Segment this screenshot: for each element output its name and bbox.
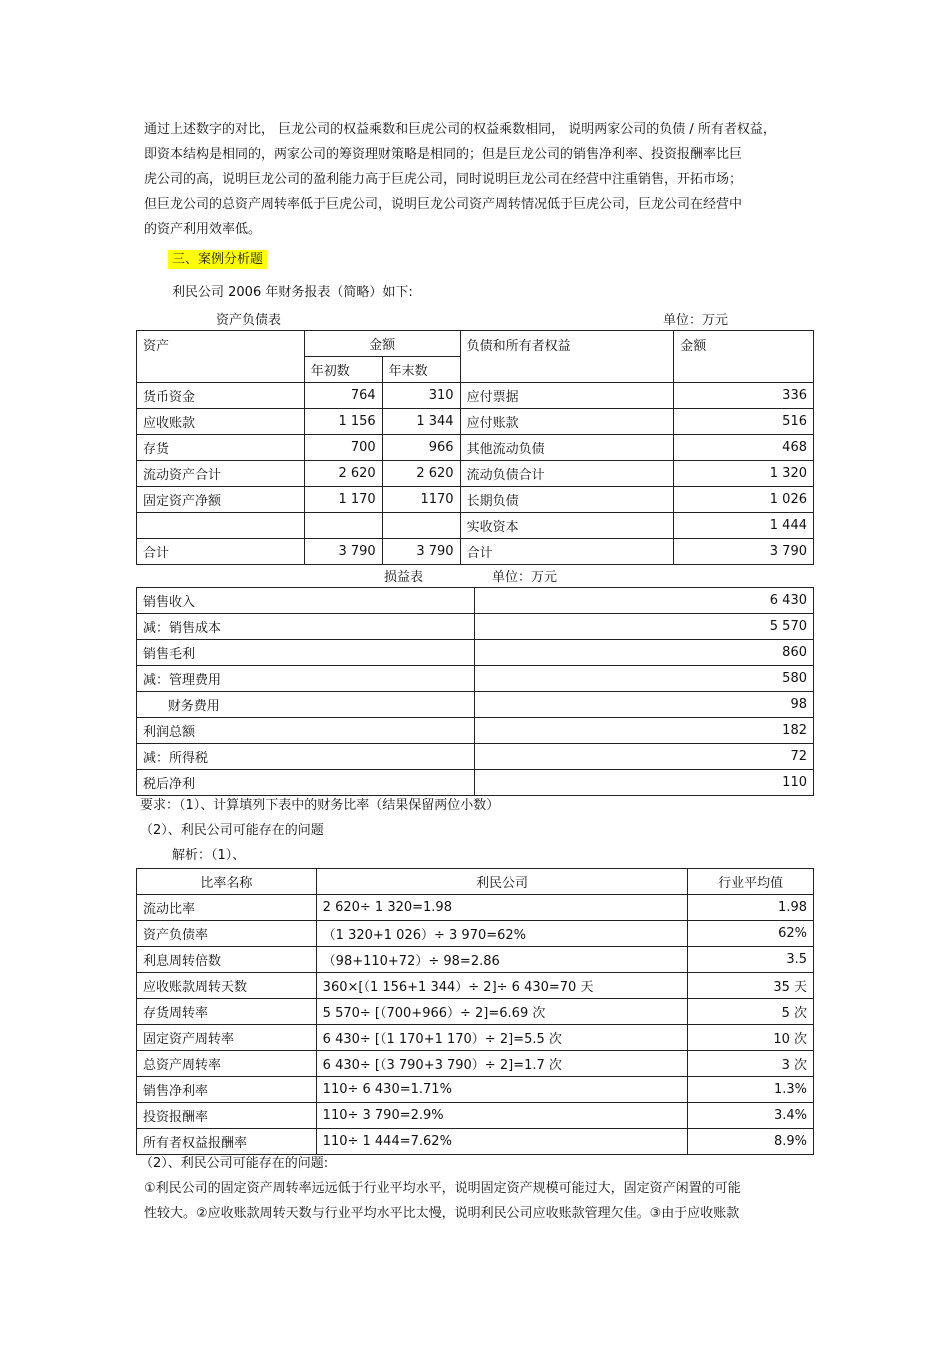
problems-line-2: 性较大。②应收账款周转天数与行业平均水平比太慢，说明利民公司应收账款管理欠佳。③由于应收账款: [144, 1206, 740, 1221]
liab-amount: 1 026: [674, 487, 814, 513]
ratio-company: （98+110+72）÷ 98=2.86: [316, 947, 688, 973]
header-year-end: 年末数: [382, 357, 460, 383]
asset-end: 1170: [382, 487, 460, 513]
ratio-name: 所有者权益报酬率: [137, 1129, 317, 1155]
table-row: [137, 718, 814, 744]
liab-name: 实收资本: [460, 513, 674, 539]
intro-line-5: 的资产利用效率低。: [144, 222, 262, 237]
ratio-industry: 1.3%: [688, 1077, 814, 1103]
liab-name: 流动负债合计: [460, 461, 674, 487]
income-item: 减：所得税: [137, 744, 475, 770]
section-heading-text: 三、案例分析题: [168, 250, 267, 269]
table-row: [137, 513, 814, 539]
ratio-name: 应收账款周转天数: [137, 973, 317, 999]
asset-name: 流动资产合计: [137, 461, 305, 487]
ratio-company: 6 430÷ [（3 790+3 790）÷ 2]=1.7 次: [316, 1051, 688, 1077]
table-row: [137, 487, 814, 513]
table-row: [137, 692, 814, 718]
header-liab: 负债和所有者权益: [460, 331, 674, 383]
ratio-company: 6 430÷ [（1 170+1 170）÷ 2]=5.5 次: [316, 1025, 688, 1051]
asset-start: 1 170: [304, 487, 382, 513]
table-row: [137, 666, 814, 692]
asset-start: 764: [304, 383, 382, 409]
table-row: [137, 973, 814, 999]
asset-name: 合计: [137, 539, 305, 565]
header-year-start: 年初数: [304, 357, 382, 383]
ratio-name: 销售净利率: [137, 1077, 317, 1103]
header-amount: 金额: [304, 331, 460, 357]
income-item: 销售毛利: [137, 640, 475, 666]
income-item: 销售收入: [137, 588, 475, 614]
table-row: [137, 921, 814, 947]
liab-amount: 1 320: [674, 461, 814, 487]
ratio-company: 110÷ 1 444=7.62%: [316, 1129, 688, 1155]
ratio-industry: 1.98: [688, 895, 814, 921]
ratio-company: 5 570÷ [（700+966）÷ 2]=6.69 次: [316, 999, 688, 1025]
ratio-name: 存货周转率: [137, 999, 317, 1025]
income-value: 72: [474, 744, 813, 770]
header-ratio-name: 比率名称: [137, 869, 317, 895]
asset-name: 应收账款: [137, 409, 305, 435]
table-row: [137, 461, 814, 487]
intro-line-3: 虎公司的高，说明巨龙公司的盈利能力高于巨虎公司，同时说明巨龙公司在经营中注重销售，开拓市场；: [144, 172, 743, 187]
table-row: [137, 640, 814, 666]
requirement-2: （2）、利民公司可能存在的问题: [140, 823, 324, 838]
liab-name: 应付账款: [460, 409, 674, 435]
asset-start: 700: [304, 435, 382, 461]
ratio-company: 110÷ 3 790=2.9%: [316, 1103, 688, 1129]
ratio-industry: 8.9%: [688, 1129, 814, 1155]
case-intro: 利民公司 2006 年财务报表（简略）如下:: [172, 285, 413, 300]
income-value: 860: [474, 640, 813, 666]
ratio-company: 110÷ 6 430=1.71%: [316, 1077, 688, 1103]
liab-amount: 336: [674, 383, 814, 409]
income-statement-title: 损益表: [384, 570, 424, 585]
header-amount2: 金额: [674, 331, 814, 383]
ratio-industry: 3.5: [688, 947, 814, 973]
asset-name: 货币资金: [137, 383, 305, 409]
asset-start: 3 790: [304, 539, 382, 565]
asset-name: [137, 513, 305, 539]
asset-end: [382, 513, 460, 539]
liab-amount: 1 444: [674, 513, 814, 539]
ratio-company: 2 620÷ 1 320=1.98: [316, 895, 688, 921]
income-value: 182: [474, 718, 813, 744]
ratio-table: [136, 868, 814, 1155]
asset-name: 存货: [137, 435, 305, 461]
balance-sheet-table: [136, 330, 814, 565]
ratio-company: 360×[（1 156+1 344）÷ 2]÷ 6 430=70 天: [316, 973, 688, 999]
ratio-name: 利息周转倍数: [137, 947, 317, 973]
ratio-industry: 5 次: [688, 999, 814, 1025]
liab-name: 长期负债: [460, 487, 674, 513]
table-row: [137, 435, 814, 461]
balance-sheet-unit: 单位：万元: [663, 313, 729, 328]
table-row: [137, 1051, 814, 1077]
requirement-1: 要求：（1）、计算填列下表中的财务比率（结果保留两位小数）: [140, 798, 500, 813]
income-item: 减：销售成本: [137, 614, 475, 640]
table-row: [137, 1025, 814, 1051]
income-value: 98: [474, 692, 813, 718]
income-item: 财务费用: [137, 692, 475, 718]
ratio-company: （1 320+1 026）÷ 3 970=62%: [316, 921, 688, 947]
table-row: [137, 947, 814, 973]
section-heading: [168, 252, 267, 268]
ratio-name: 资产负债率: [137, 921, 317, 947]
income-item: 减：管理费用: [137, 666, 475, 692]
ratio-name: 固定资产周转率: [137, 1025, 317, 1051]
ratio-name: 流动比率: [137, 895, 317, 921]
intro-line-4: 但巨龙公司的总资产周转率低于巨虎公司，说明巨龙公司资产周转情况低于巨虎公司，巨龙公司在经营中: [144, 197, 743, 212]
header-company: 利民公司: [316, 869, 688, 895]
income-value: 5 570: [474, 614, 813, 640]
table-row: [137, 999, 814, 1025]
ratio-industry: 35 天: [688, 973, 814, 999]
header-industry: 行业平均值: [688, 869, 814, 895]
analysis-label: 解析：（1）、: [172, 848, 246, 863]
asset-name: 固定资产净额: [137, 487, 305, 513]
table-row: [137, 588, 814, 614]
problems-heading: （2）、利民公司可能存在的问题:: [140, 1156, 329, 1171]
income-value: 6 430: [474, 588, 813, 614]
liab-name: 应付票据: [460, 383, 674, 409]
balance-header-row: [137, 331, 814, 357]
table-row: [137, 383, 814, 409]
intro-line-1: 通过上述数字的对比， 巨龙公司的权益乘数和巨虎公司的权益乘数相同， 说明两家公司的负债 / 所有者权益，: [144, 122, 776, 137]
ratio-industry: 3.4%: [688, 1103, 814, 1129]
asset-end: 2 620: [382, 461, 460, 487]
income-value: 580: [474, 666, 813, 692]
liab-amount: 3 790: [674, 539, 814, 565]
asset-end: 310: [382, 383, 460, 409]
problems-line-1: ①利民公司的固定资产周转率远远低于行业平均水平，说明固定资产规模可能过大，固定资产闲置的可能: [144, 1181, 741, 1196]
liab-amount: 516: [674, 409, 814, 435]
asset-start: 1 156: [304, 409, 382, 435]
balance-sheet-title: 资产负债表: [216, 313, 282, 328]
asset-end: 1 344: [382, 409, 460, 435]
income-statement-table: [136, 587, 814, 796]
asset-start: 2 620: [304, 461, 382, 487]
asset-start: [304, 513, 382, 539]
table-row: [137, 770, 814, 796]
ratio-name: 总资产周转率: [137, 1051, 317, 1077]
table-row: [137, 1103, 814, 1129]
table-row: [137, 409, 814, 435]
ratio-name: 投资报酬率: [137, 1103, 317, 1129]
table-row: [137, 895, 814, 921]
table-row: [137, 1077, 814, 1103]
asset-end: 3 790: [382, 539, 460, 565]
ratio-industry: 62%: [688, 921, 814, 947]
table-row: [137, 1129, 814, 1155]
income-value: 110: [474, 770, 813, 796]
income-statement-unit: 单位：万元: [492, 570, 558, 585]
table-row: [137, 539, 814, 565]
income-item: 利润总额: [137, 718, 475, 744]
liab-name: 合计: [460, 539, 674, 565]
table-row: [137, 614, 814, 640]
header-asset: 资产: [137, 331, 305, 383]
liab-name: 其他流动负债: [460, 435, 674, 461]
liab-amount: 468: [674, 435, 814, 461]
income-item: 税后净利: [137, 770, 475, 796]
ratio-industry: 3 次: [688, 1051, 814, 1077]
intro-line-2: 即资本结构是相同的，两家公司的筹资理财策略是相同的；但是巨龙公司的销售净利率、投资报酬率比巨: [144, 147, 743, 162]
ratio-header-row: [137, 869, 814, 895]
table-row: [137, 744, 814, 770]
ratio-industry: 10 次: [688, 1025, 814, 1051]
asset-end: 966: [382, 435, 460, 461]
